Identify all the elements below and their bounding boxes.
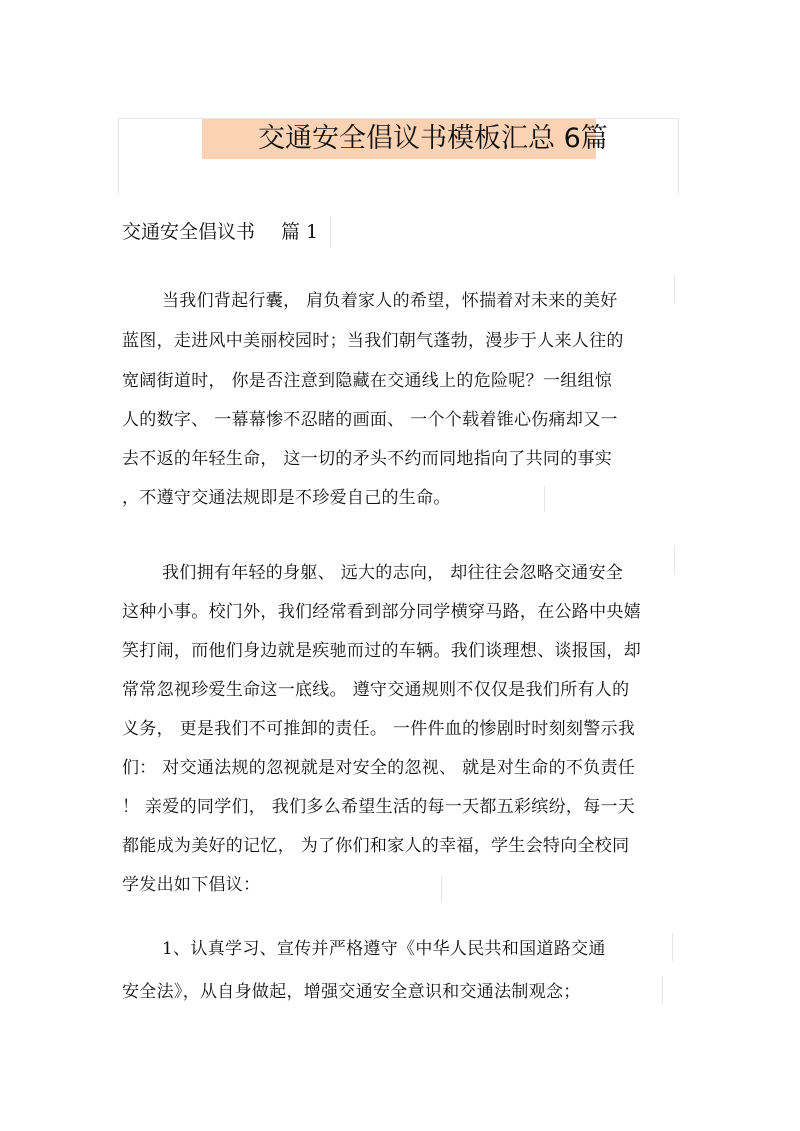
- paragraph-line: 安全法》，从自身做起，增强交通安全意识和交通法制观念；: [122, 982, 581, 1002]
- paragraph-line: 笑打闹，而他们身边就是疾驰而过的车辆。我们谈理想、谈报国，却: [122, 641, 641, 661]
- paragraph-line: 宽阔街道时， 你是否注意到隐藏在交通线上的危险呢？一组组惊: [122, 371, 613, 391]
- frame-line-p2: [674, 546, 675, 574]
- section-heading-number: 篇 1: [281, 221, 319, 243]
- frame-line-heading: [330, 216, 331, 248]
- frame-line-p1: [674, 275, 675, 303]
- paragraph-line: 1、认真学习、宣传并严格遵守《中华人民共和国道路交通: [162, 939, 606, 959]
- document-title: 交通安全倡议书模板汇总 6篇: [258, 123, 608, 154]
- paragraph-line: 我们拥有年轻的身躯、 远大的志向， 却往往会忽略交通安全: [162, 563, 624, 583]
- frame-line-left: [118, 118, 119, 194]
- frame-line-right: [678, 118, 679, 194]
- paragraph-line: 当我们背起行囊， 肩负着家人的希望，怀揣着对未来的美好: [162, 291, 618, 311]
- paragraph-line: 去不返的年轻生命， 这一切的矛头不约而同地指向了共同的事实: [122, 449, 613, 469]
- paragraph-line: 人的数字、 一幕幕惨不忍睹的画面、 一个个载着锥心伤痛却又一: [122, 410, 618, 430]
- paragraph-line: 都能成为美好的记忆， 为了你们和家人的幸福，学生会特向全校同: [122, 836, 630, 856]
- frame-line-p3b: [662, 976, 663, 1004]
- paragraph-line: ，不遵守交通法规即是不珍爱自己的生命。: [122, 488, 451, 508]
- frame-line-p1b: [544, 486, 545, 512]
- paragraph-line: 这种小事。校门外，我们经常看到部分同学横穿马路，在公路中央嬉: [122, 602, 641, 622]
- section-heading: [122, 219, 318, 245]
- paragraph-line: 蓝图，走进风中美丽校园时；当我们朝气蓬勃，漫步于人来人往的: [122, 331, 624, 351]
- paragraph-line: 常常忽视珍爱生命这一底线。 遵守交通规则不仅仅是我们所有人的: [122, 680, 630, 700]
- paragraph-line: 们： 对交通法规的忽视就是对安全的忽视、 就是对生命的不负责任: [122, 758, 636, 778]
- frame-line-p3: [672, 933, 673, 961]
- paragraph-line: 学发出如下倡议：: [122, 875, 261, 895]
- paragraph-line: 义务， 更是我们不可推卸的责任。 一件件血的惨剧时时刻刻警示我: [122, 719, 636, 739]
- frame-line-p2b: [441, 876, 442, 902]
- paragraph-line: ！ 亲爱的同学们， 我们多么希望生活的每一天都五彩缤纷，每一天: [122, 797, 636, 817]
- section-heading-text: 交通安全倡议书: [122, 221, 256, 243]
